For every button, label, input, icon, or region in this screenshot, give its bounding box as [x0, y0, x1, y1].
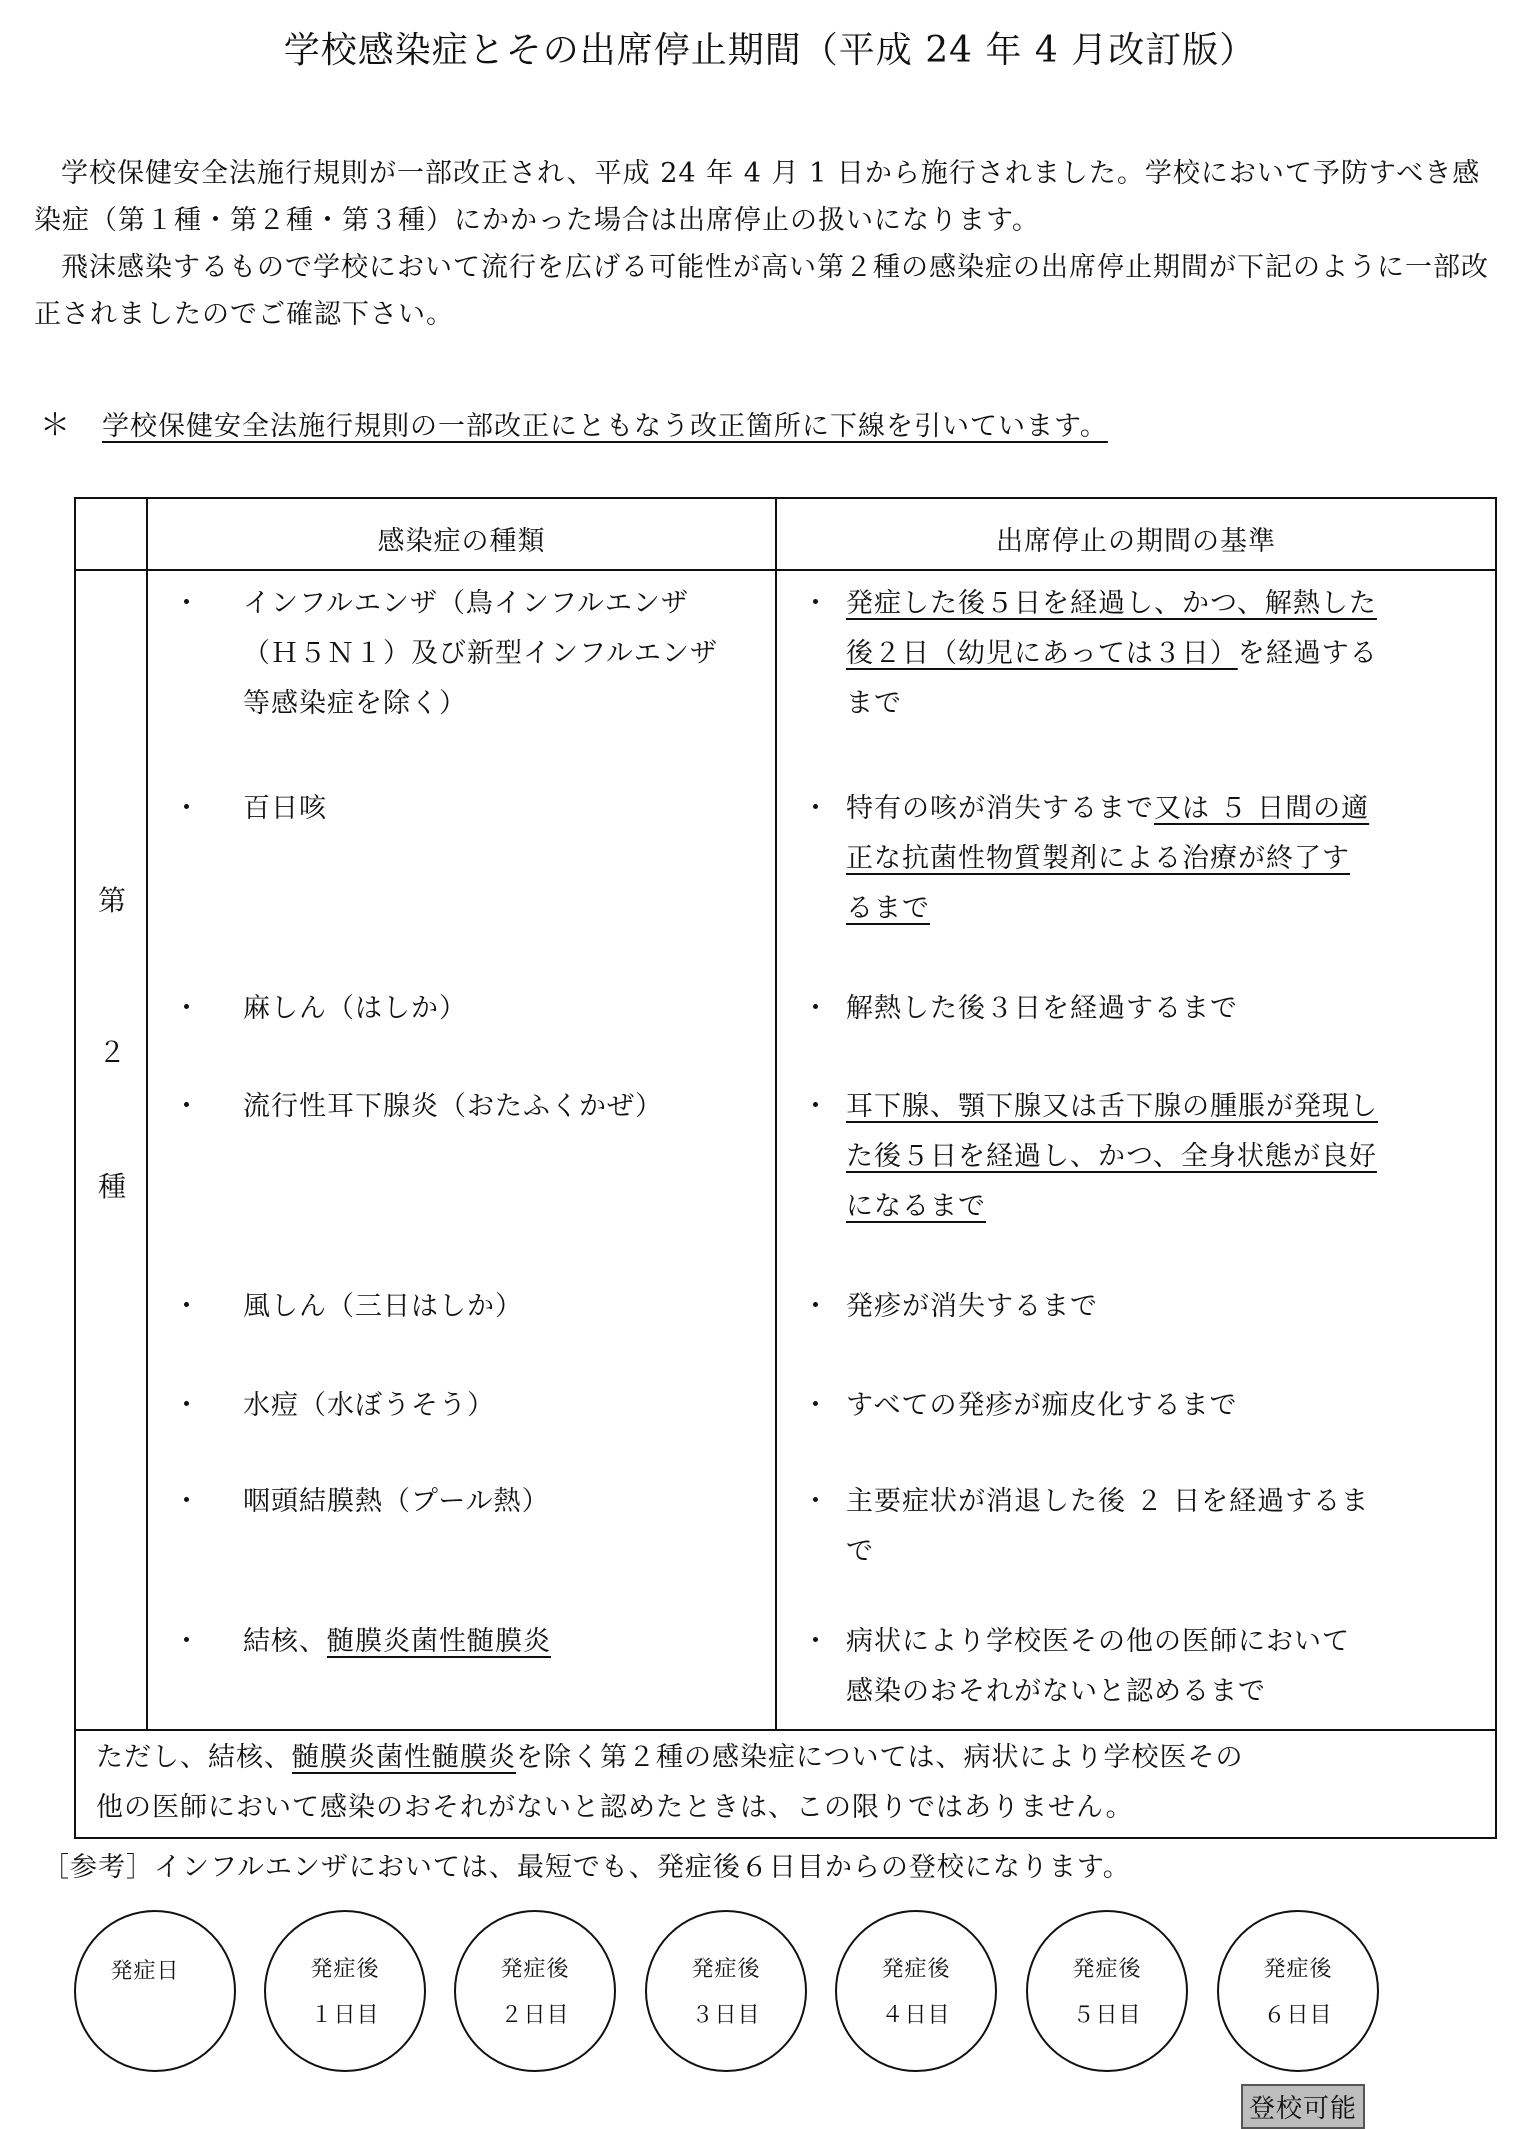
period-line [846, 1182, 1378, 1232]
timeline-circle [454, 1910, 616, 2072]
period-line-underlined: になるまで [846, 1191, 986, 1222]
table-divider [775, 499, 777, 1731]
period-line [846, 629, 1378, 679]
timeline-day: １日目 [310, 2003, 380, 2028]
timeline-circle [1217, 1910, 1379, 2072]
school-return-badge: 登校可能 [1241, 2084, 1365, 2129]
bullet: ・ [173, 1091, 201, 1122]
period-line: 感染のおそれがないと認めるまで [846, 1676, 1266, 1707]
disease-line: 風しん（三日はしか） [243, 1291, 523, 1322]
timeline-circle [264, 1910, 426, 2072]
bullet: ・ [173, 1486, 201, 1517]
footer-text: 他の医師において感染のおそれがないと認めたときは、この限りではありません。 [96, 1792, 1134, 1823]
disease-line: 等感染症を除く） [243, 688, 467, 719]
category-label: 種 [97, 1170, 126, 1203]
timeline-day: ４日目 [881, 2003, 951, 2028]
table-divider [146, 499, 148, 1731]
table-row-disease [173, 579, 773, 729]
intro-paragraph-2: 飛沫感染するもので学校において流行を広げる可能性が高い第２種の感染症の出席停止期間が下記のように一部改正されましたのでご確認下さい。 [34, 252, 1489, 330]
period-line [846, 784, 1369, 834]
period-line: 解熱した後３日を経過するまで [846, 993, 1238, 1024]
disease-line: （Ｈ５Ｎ１）及び新型インフルエンザ [243, 638, 718, 669]
reference-note: ［参考］インフルエンザにおいては、最短でも、発症後６日目からの登校になります。 [42, 1852, 1131, 1883]
timeline-day: ２日目 [500, 2003, 570, 2028]
bullet: ・ [173, 1626, 201, 1657]
bullet: ・ [173, 1390, 201, 1421]
timeline-label: 発症後 [1263, 1957, 1333, 1982]
bullet: ・ [802, 1390, 830, 1421]
period-line [846, 884, 1369, 934]
bullet: ・ [802, 588, 830, 619]
bullet: ・ [173, 1291, 201, 1322]
timeline-circle [645, 1910, 807, 2072]
bullet: ・ [173, 993, 201, 1024]
disease-line: 結核、 [243, 1626, 327, 1657]
timeline-label: 発症後 [1072, 1957, 1142, 1982]
header-disease-type: 感染症の種類 [377, 526, 546, 557]
period-line-underlined: 後２日（幼児にあっては３日） [846, 638, 1238, 669]
period-line: 耳下腺、顎下腺又は舌下腺の腫脹が発現し [846, 1091, 1378, 1122]
period-line: た後５日を経過し、かつ、全身状態が良好 [846, 1141, 1377, 1172]
disease-line-underlined: 髄膜炎菌性髄膜炎 [327, 1626, 551, 1657]
timeline-label: 発症後 [500, 1957, 570, 1982]
footer-text-underlined: 髄膜炎菌性髄膜炎 [292, 1742, 516, 1773]
category-label: ２ [97, 1036, 126, 1069]
period-line-underlined: 又は ５ 日間の適 [1154, 793, 1370, 824]
underline-note [40, 400, 1108, 444]
period-line: まで [846, 688, 902, 719]
table-row-period [802, 579, 1492, 729]
timeline-day: ６日目 [1263, 2003, 1333, 2028]
disease-line: 水痘（水ぼうそう） [243, 1390, 495, 1421]
bullet: ・ [802, 1626, 830, 1657]
period-line: 正な抗菌性物質製剤による治療が終了す [846, 843, 1350, 874]
bullet: ・ [802, 993, 830, 1024]
period-line: 病状により学校医その他の医師において [846, 1626, 1350, 1657]
timeline-label: 発症後 [691, 1957, 761, 1982]
bullet: ・ [173, 793, 201, 824]
period-line: で [846, 1536, 874, 1567]
footer-text: を除く第２種の感染症については、病状により学校医その [516, 1742, 1244, 1773]
category-label: 第 [97, 884, 126, 917]
header-attendance-period: 出席停止の期間の基準 [996, 526, 1276, 557]
period-line: 発疹が消失するまで [846, 1291, 1098, 1322]
timeline-label: 発症後 [310, 1957, 380, 1982]
period-line: 主要症状が消退した後 ２ 日を経過するま [846, 1486, 1370, 1517]
footer-text: ただし、結核、 [96, 1742, 292, 1773]
underline-note-text: 学校保健安全法施行規則の一部改正にともなう改正箇所に下線を引いています。 [102, 411, 1108, 442]
table-divider [76, 569, 1495, 571]
bullet: ・ [802, 1091, 830, 1122]
timeline-label: 発症日 [110, 1959, 180, 1984]
bullet: ・ [802, 793, 830, 824]
page-title: 学校感染症とその出席停止期間（平成 24 年 4 月改訂版） [283, 30, 1257, 71]
table-footer-note [96, 1733, 1486, 1833]
timeline-label: 発症後 [881, 1957, 951, 1982]
period-line: 発症した後５日を経過し、かつ、解熱した [846, 588, 1377, 619]
bullet: ・ [173, 588, 201, 619]
disease-line: インフルエンザ（鳥インフルエンザ [243, 588, 689, 619]
period-line-plain: を経過する [1237, 638, 1378, 669]
asterisk-mark: ＊ [40, 408, 71, 443]
timeline-circle [74, 1910, 236, 2072]
bullet: ・ [802, 1486, 830, 1517]
timeline-day: ５日目 [1072, 2003, 1142, 2028]
disease-line: 百日咳 [243, 793, 327, 824]
period-line-plain: 特有の咳が消失するまで [846, 793, 1154, 824]
period-line: すべての発疹が痂皮化するまで [846, 1390, 1238, 1421]
disease-line: 流行性耳下腺炎（おたふくかぜ） [243, 1091, 663, 1122]
timeline-circle [1026, 1910, 1188, 2072]
disease-line: 麻しん（はしか） [243, 993, 467, 1024]
intro-section [34, 150, 1504, 338]
disease-line: 咽頭結膜熱（プール熱） [243, 1486, 550, 1517]
intro-paragraph-1: 学校保健安全法施行規則が一部改正され、平成 24 年 4 月 1 日から施行されました。学校において予防すべき感染症（第１種・第２種・第３種）にかかった場合は出席停止の扱いになります。 [34, 158, 1481, 236]
bullet: ・ [802, 1291, 830, 1322]
timeline-circle [835, 1910, 997, 2072]
table-divider [76, 1729, 1495, 1731]
timeline-day: ３日目 [691, 2003, 761, 2028]
period-line-underlined: るまで [846, 893, 930, 924]
infection-table [74, 497, 1497, 1839]
